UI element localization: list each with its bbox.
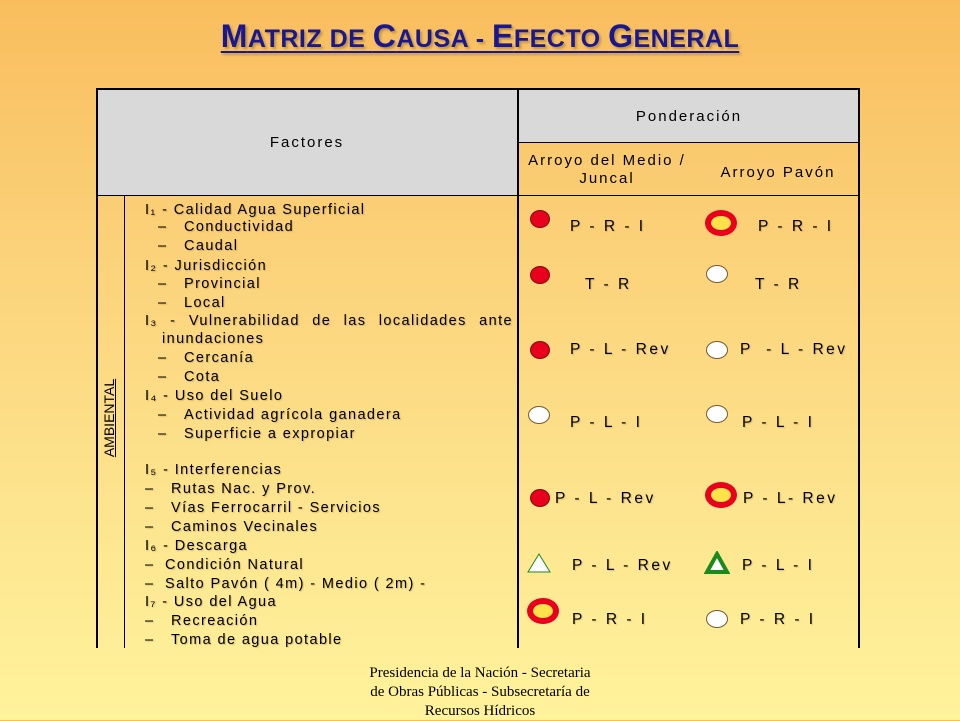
table-divider-main bbox=[517, 88, 519, 648]
factor-sub: – Conductividad bbox=[158, 219, 295, 235]
white-dot-icon bbox=[706, 610, 728, 628]
page-title bbox=[0, 18, 960, 55]
white-dot-icon bbox=[706, 341, 728, 359]
factor-head: I₄ - Uso del Suelo bbox=[145, 388, 284, 404]
factor-sub: – Cercanía bbox=[158, 350, 255, 366]
red-dot-icon bbox=[530, 489, 550, 507]
red-ring-icon bbox=[527, 598, 559, 624]
rating-code: P - L - I bbox=[742, 414, 815, 431]
factor-head: I₁ - Calidad Agua Superficial bbox=[145, 202, 366, 218]
footer-credits bbox=[300, 664, 660, 721]
white-dot-icon bbox=[528, 406, 550, 424]
category-divider bbox=[124, 196, 125, 648]
red-ring-icon bbox=[705, 210, 737, 236]
rating-code: P - L - I bbox=[742, 557, 815, 574]
column-header-arroyo-medio: Arroyo del Medio / Juncal bbox=[528, 152, 686, 187]
rating-code: P - R - I bbox=[758, 218, 834, 235]
factor-sub: – Local bbox=[158, 295, 226, 311]
title-part-1: ATRIZ DE bbox=[247, 25, 373, 53]
rating-code: T - R bbox=[755, 276, 802, 293]
white-dot-icon bbox=[706, 405, 728, 423]
factor-cont: inundaciones bbox=[162, 331, 265, 347]
factor-head: I₆ - Descarga bbox=[145, 538, 249, 554]
category-label bbox=[96, 372, 121, 464]
title-part-3: FECTO bbox=[513, 25, 609, 53]
rating-code: P - L - Rev bbox=[570, 341, 671, 358]
rating-code: T - R bbox=[585, 276, 632, 293]
white-dot-icon bbox=[706, 265, 728, 283]
factor-sub: – Actividad agrícola ganadera bbox=[158, 407, 402, 423]
red-dot-icon bbox=[530, 210, 550, 228]
factor-sub: – Caudal bbox=[158, 238, 239, 254]
factor-head: I₅ - Interferencias bbox=[145, 462, 283, 478]
white-triangle-icon bbox=[527, 553, 551, 573]
title-initial-g: G bbox=[608, 18, 634, 54]
rating-code: P - L - Rev bbox=[555, 490, 656, 507]
rating-code: P - L - Rev bbox=[572, 557, 673, 574]
title-part-2: AUSA - bbox=[396, 25, 493, 53]
factor-sub: – Toma de agua potable bbox=[145, 632, 343, 648]
header-bottom-line bbox=[96, 195, 860, 196]
rating-code: P - R - I bbox=[572, 611, 648, 628]
factor-sub: – Cota bbox=[158, 369, 221, 385]
factores-header: Factores bbox=[269, 134, 345, 151]
rating-code: P - L - Rev bbox=[740, 341, 848, 358]
rating-code: P - R - I bbox=[740, 611, 816, 628]
rating-code: P - R - I bbox=[570, 218, 646, 235]
factor-head: I₂ - Jurisdicción bbox=[145, 258, 268, 274]
green-triangle-icon bbox=[704, 551, 730, 575]
table-border-left bbox=[96, 88, 98, 648]
ponderacion-header: Ponderación bbox=[635, 108, 743, 125]
title-initial-c: C bbox=[372, 18, 397, 54]
red-ring-icon bbox=[705, 482, 737, 508]
factor-sub: – Provincial bbox=[158, 276, 261, 292]
category-text: AMBIENTAL bbox=[100, 378, 117, 458]
table-border-right bbox=[858, 88, 860, 648]
table-border-top bbox=[96, 88, 860, 90]
red-dot-icon bbox=[530, 341, 550, 359]
factor-sub: – Condición Natural bbox=[145, 557, 305, 573]
footer-line-1: Presidencia de la Nación - Secretaria bbox=[369, 665, 591, 681]
factor-sub: – Recreación bbox=[145, 613, 259, 629]
column-header-arroyo-pavon: Arroyo Pavón bbox=[720, 164, 836, 181]
title-initial-m: M bbox=[220, 18, 248, 54]
factor-sub: – Vías Ferrocarril - Servicios bbox=[145, 500, 382, 516]
factor-sub: – Salto Pavón ( 4m) - Medio ( 2m) - bbox=[145, 576, 427, 592]
rating-code: P - L - I bbox=[570, 414, 643, 431]
ponderacion-divider bbox=[517, 142, 860, 143]
factor-head: I₇ - Uso del Agua bbox=[145, 594, 277, 610]
footer-line-2: de Obras Públicas - Subsecretaría de bbox=[370, 684, 590, 700]
footer-line-3: Recursos Hídricos bbox=[424, 703, 536, 719]
factor-sub: – Superficie a expropiar bbox=[158, 426, 356, 442]
title-initial-e: E bbox=[492, 18, 514, 54]
rating-code: P - L- Rev bbox=[743, 490, 838, 507]
factor-sub: – Rutas Nac. y Prov. bbox=[145, 481, 316, 497]
factor-head: I₃ - Vulnerabilidad de las localidades ante bbox=[145, 313, 513, 329]
red-dot-icon bbox=[530, 266, 550, 284]
factor-sub: – Caminos Vecinales bbox=[145, 519, 319, 535]
title-part-4: ENERAL bbox=[633, 25, 740, 53]
